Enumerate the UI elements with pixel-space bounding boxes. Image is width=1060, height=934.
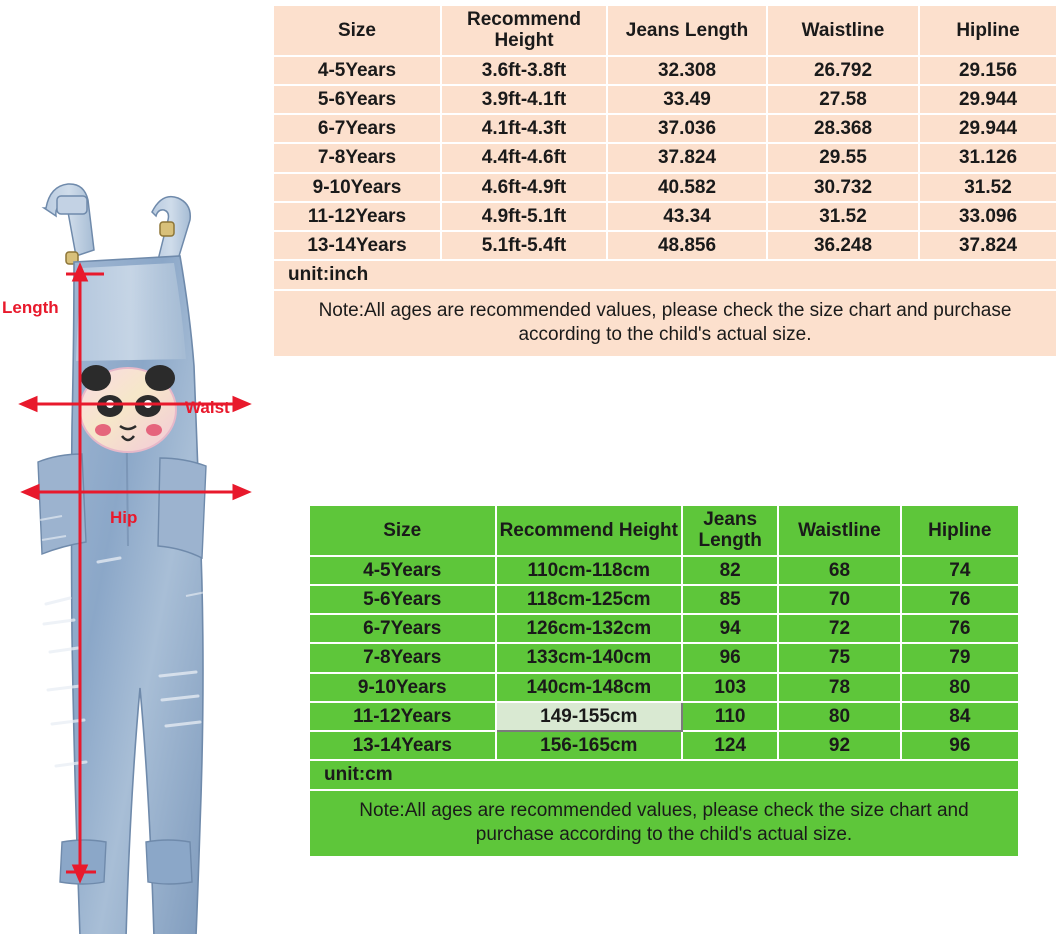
cell-waistline: 68 <box>778 556 900 585</box>
column-header-size: Size <box>309 505 496 556</box>
column-header-waistline: Waistline <box>778 505 900 556</box>
column-header-recommend-height: Recommend Height <box>441 5 607 56</box>
cell-size: 6-7Years <box>273 114 441 143</box>
cell-jeans-length: 82 <box>682 556 778 585</box>
cell-jeans-length: 103 <box>682 673 778 702</box>
cell-jeans-length: 37.036 <box>607 114 767 143</box>
cell-waistline: 75 <box>778 643 900 672</box>
product-illustration <box>0 0 272 934</box>
cell-height: 110cm-118cm <box>496 556 683 585</box>
table-row <box>309 614 1019 643</box>
cell-hipline: 80 <box>901 673 1019 702</box>
cell-height: 4.9ft-5.1ft <box>441 202 607 231</box>
column-header-size: Size <box>273 5 441 56</box>
cell-height: 118cm-125cm <box>496 585 683 614</box>
cell-hipline: 84 <box>901 702 1019 731</box>
cell-hipline: 74 <box>901 556 1019 585</box>
table-row <box>309 585 1019 614</box>
cell-height: 3.9ft-4.1ft <box>441 85 607 114</box>
unit-label: unit:cm <box>309 760 1019 789</box>
table-row <box>273 56 1057 85</box>
size-chart-inch <box>272 4 1058 358</box>
cell-waistline: 72 <box>778 614 900 643</box>
column-header-jeans-length: Jeans Length <box>682 505 778 556</box>
cell-size: 13-14Years <box>309 731 496 760</box>
cell-waistline: 26.792 <box>767 56 919 85</box>
note-row <box>309 790 1019 857</box>
cell-size: 11-12Years <box>273 202 441 231</box>
cell-jeans-length: 48.856 <box>607 231 767 260</box>
chart-note: Note:All ages are recommended values, please check the size chart and purchase according to the child's actual size. <box>309 790 1019 857</box>
table-row <box>273 202 1057 231</box>
table-row <box>273 231 1057 260</box>
cell-size: 11-12Years <box>309 702 496 731</box>
cell-waistline: 27.58 <box>767 85 919 114</box>
cell-size: 7-8Years <box>273 143 441 172</box>
cell-size: 5-6Years <box>309 585 496 614</box>
cell-height: 126cm-132cm <box>496 614 683 643</box>
unit-label: unit:inch <box>273 260 1057 289</box>
cell-jeans-length: 94 <box>682 614 778 643</box>
cell-hipline: 37.824 <box>919 231 1057 260</box>
unit-row <box>273 260 1057 289</box>
table-row <box>309 731 1019 760</box>
column-header-waistline: Waistline <box>767 5 919 56</box>
column-header-recommend-height: Recommend Height <box>496 505 683 556</box>
cell-hipline: 29.944 <box>919 85 1057 114</box>
cell-jeans-length: 43.34 <box>607 202 767 231</box>
table-row <box>309 643 1019 672</box>
cell-jeans-length: 40.582 <box>607 173 767 202</box>
cell-size: 9-10Years <box>273 173 441 202</box>
cell-size: 4-5Years <box>309 556 496 585</box>
cell-waistline: 80 <box>778 702 900 731</box>
chart-note: Note:All ages are recommended values, please check the size chart and purchase according to the child's actual size. <box>273 290 1057 357</box>
table-row <box>273 173 1057 202</box>
cell-size: 4-5Years <box>273 56 441 85</box>
column-header-jeans-length: Jeans Length <box>607 5 767 56</box>
cell-hipline: 29.156 <box>919 56 1057 85</box>
cell-height-selected[interactable]: 149-155cm <box>496 702 683 731</box>
cell-hipline: 96 <box>901 731 1019 760</box>
unit-row <box>309 760 1019 789</box>
cell-jeans-length: 33.49 <box>607 85 767 114</box>
cell-waistline: 70 <box>778 585 900 614</box>
cell-hipline: 79 <box>901 643 1019 672</box>
hip-measure-label: Hip <box>110 508 138 527</box>
cell-jeans-length: 32.308 <box>607 56 767 85</box>
column-header-hipline: Hipline <box>919 5 1057 56</box>
cell-waistline: 92 <box>778 731 900 760</box>
cell-waistline: 28.368 <box>767 114 919 143</box>
column-header-hipline: Hipline <box>901 505 1019 556</box>
table-header-row <box>309 505 1019 556</box>
cell-hipline: 76 <box>901 614 1019 643</box>
cell-size: 9-10Years <box>309 673 496 702</box>
panda-patch <box>80 365 176 452</box>
cell-height: 156-165cm <box>496 731 683 760</box>
table-row <box>309 702 1019 731</box>
cell-height: 140cm-148cm <box>496 673 683 702</box>
cell-hipline: 31.126 <box>919 143 1057 172</box>
table-header-row <box>273 5 1057 56</box>
cell-hipline: 31.52 <box>919 173 1057 202</box>
cell-jeans-length: 110 <box>682 702 778 731</box>
note-row <box>273 290 1057 357</box>
cell-size: 13-14Years <box>273 231 441 260</box>
cell-size: 6-7Years <box>309 614 496 643</box>
table-row <box>273 143 1057 172</box>
cell-height: 4.1ft-4.3ft <box>441 114 607 143</box>
table-row <box>273 114 1057 143</box>
cell-waistline: 29.55 <box>767 143 919 172</box>
cell-height: 5.1ft-5.4ft <box>441 231 607 260</box>
cell-height: 4.6ft-4.9ft <box>441 173 607 202</box>
cell-hipline: 29.944 <box>919 114 1057 143</box>
cell-jeans-length: 124 <box>682 731 778 760</box>
denim-overalls-graphic <box>0 0 272 934</box>
cell-waistline: 30.732 <box>767 173 919 202</box>
cell-hipline: 76 <box>901 585 1019 614</box>
cell-waistline: 78 <box>778 673 900 702</box>
table-row <box>309 556 1019 585</box>
cell-jeans-length: 85 <box>682 585 778 614</box>
cell-hipline: 33.096 <box>919 202 1057 231</box>
cell-jeans-length: 96 <box>682 643 778 672</box>
cell-size: 5-6Years <box>273 85 441 114</box>
size-chart-cm <box>308 504 1020 858</box>
waist-measure-label: Waist <box>185 398 230 417</box>
cell-jeans-length: 37.824 <box>607 143 767 172</box>
cell-waistline: 36.248 <box>767 231 919 260</box>
cell-height: 3.6ft-3.8ft <box>441 56 607 85</box>
cell-height: 133cm-140cm <box>496 643 683 672</box>
length-measure-label: Length <box>2 298 59 317</box>
cell-waistline: 31.52 <box>767 202 919 231</box>
cell-height: 4.4ft-4.6ft <box>441 143 607 172</box>
table-row <box>273 85 1057 114</box>
table-row <box>309 673 1019 702</box>
cell-size: 7-8Years <box>309 643 496 672</box>
